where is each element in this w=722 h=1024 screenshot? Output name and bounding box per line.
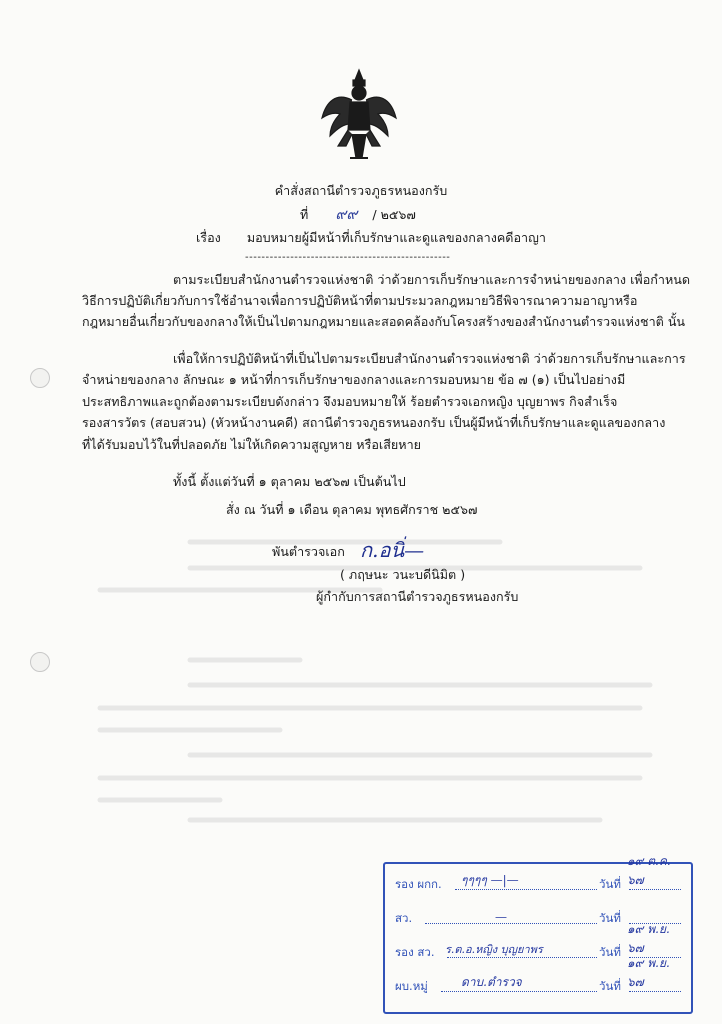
paragraph-2-line-5: ที่ได้รับมอบไว้ในที่ปลอดภัย ไม่ให้เกิดความสูญหาย หรือเสียหาย [82,437,422,452]
punch-hole-top [30,368,50,388]
order-year: / ๒๕๖๗ [372,207,416,222]
stamp-row-label: ผบ.หมู่ [395,979,428,993]
paragraph-1-line-2: วิธีการปฏิบัติเกี่ยวกับการใช้อำนาจเพื่อการปฏิบัติหน้าที่ตามประมวลกฎหมายวิธีพิจารณาความอาญาหรือ [82,293,638,308]
stamp-row-label: สว. [395,911,413,925]
effective-date: ทั้งนี้ ตั้งแต่วันที่ ๑ ตุลาคม ๒๕๖๗ เป็นต้นไป [173,474,406,489]
stamp-row-date: ๑๙ พ.ย. ๖๗ [627,956,670,989]
signer-rank: พันตำรวจเอก [272,544,345,559]
stamp-row-label: รอง สว. [395,945,435,959]
routing-stamp [383,854,693,1014]
stamp-row-handwriting: ดาบ.ตำรวจ [461,975,522,989]
order-title: คำสั่งสถานีตำรวจภูธรหนองกรับ [274,183,448,198]
garuda-emblem [316,66,402,166]
stamp-row-date-label: วันที่ [599,877,621,891]
paragraph-2-line-3: ประสทธิภาพและถูกต้องตามระเบียบดังกล่าว จึงมอบหมายให้ ร้อยตำรวจเอกหญิง บุญยาพร กิจสำเร็จ [82,394,618,409]
paragraph-2-line-4: รองสารวัตร (สอบสวน) (หัวหน้างานคดี) สถานีตำรวจภูธรหนองกรับ เป็นผู้มีหน้าที่เก็บรักษาและดูแลของกลาง [82,415,666,430]
subject-text: มอบหมายผู้มีหน้าที่เก็บรักษาและดูแลของกลางคดีอาญา [246,230,546,245]
stamp-row-label: รอง ผกก. [395,877,442,891]
signer-name: ( ภฤษนะ วนะบดีนิมิต ) [340,567,466,582]
stamp-row-squad-leader [391,956,685,998]
signer-position: ผู้กำกับการสถานีตำรวจภูธรหนองกรับ [316,589,519,604]
signature-scribble: ก.อนิ่— [360,538,425,562]
stamp-row-date-label: วันที่ [599,911,621,925]
stamp-row-date: ๑๙ พ.ย. ๖๗ [627,922,670,955]
paragraph-1-line-1: ตามระเบียบสำนักงานตำรวจแห่งชาติ ว่าด้วยการเก็บรักษาและการจำหน่ายของกลาง เพื่อกำหนด [173,272,691,287]
stamp-row-handwriting: ร.ต.อ.หญิง บุญยาพร [445,943,543,956]
order-number-label: ที่ [300,207,309,222]
order-number-handwritten: ๙๙ [335,205,358,223]
stamp-row-date-label: วันที่ [599,945,621,959]
paragraph-2-line-2: จำหน่ายของกลาง ลักษณะ ๑ หน้าที่การเก็บรักษาของกลางและการมอบหมาย ข้อ ๗ (๑) เป็นไปอย่างมี [82,372,626,387]
stamp-row-handwriting: ๆๆๆๆ —|— [461,873,519,887]
separator-line: -------------------------------------------------- [245,252,451,263]
order-date: สั่ง ณ วันที่ ๑ เดือน ตุลาคม พุทธศักราช ๒๕๖๗ [226,502,478,517]
stamp-row-deputy-superintendent [391,854,685,896]
stamp-row-handwriting: — [495,910,507,924]
paragraph-1-line-3: กฎหมายอื่นเกี่ยวกับของกลางให้เป็นไปตามกฎหมายและสอดคล้องกับโครงสร้างของสำนักงานตำรวจแห่งชาติ นั้น [82,314,686,329]
stamp-row-date: ๑๙ ต.ค. ๖๗ [627,854,671,887]
punch-hole-bottom [30,652,50,672]
stamp-row-date-label: วันที่ [599,979,621,993]
paragraph-2-line-1: เพื่อให้การปฏิบัติหน้าที่เป็นไปตามระเบียบสำนักงานตำรวจแห่งชาติ ว่าด้วยการเก็บรักษาและการ [173,351,686,366]
subject-label: เรื่อง [196,230,221,245]
